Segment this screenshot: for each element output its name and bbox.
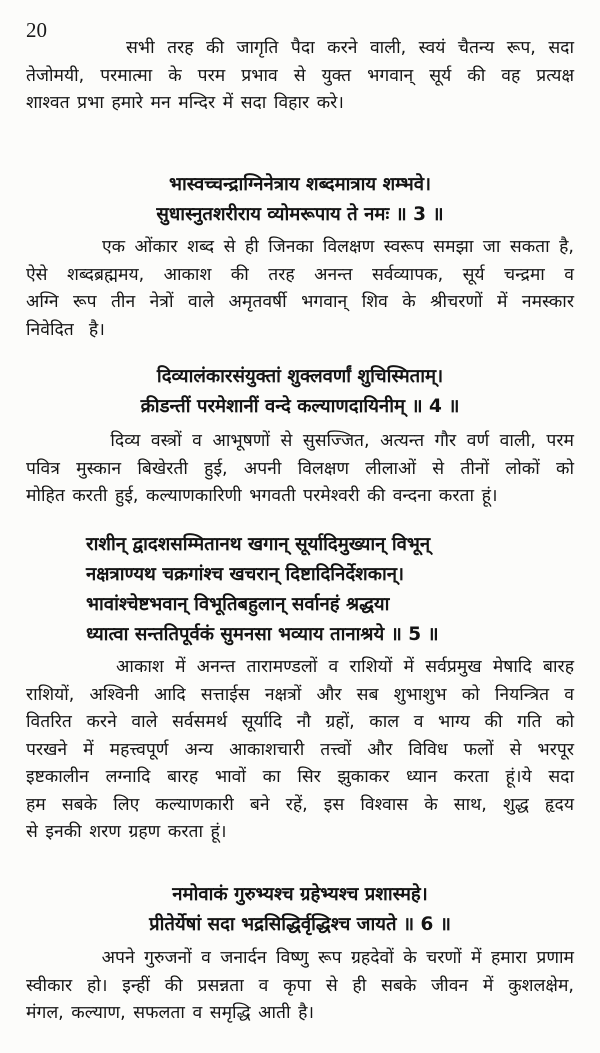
text-line: सभी तरह की जागृति पैदा करने वाली, स्वयं चैतन्य रूप, सदा (26, 38, 574, 58)
text-line: से इनकी शरण ग्रहण करता हूं। (26, 822, 227, 842)
paragraph-1 (26, 35, 574, 118)
text-line: एक ओंकार शब्द से ही जिनका विलक्षण स्वरूप समझा जा सकता है, (26, 237, 574, 257)
text-line: अग्नि रूप तीन नेत्रों वाले अमृतवर्षी भगवान् शिव के श्रीचरणों में नमस्कार (26, 292, 574, 312)
page-number: 20 (26, 18, 47, 42)
text-line: मंगल, कल्याण, सफलता व समृद्धि आती है। (26, 1003, 315, 1023)
verse-6 (0, 880, 600, 940)
text-line: तेजोमयी, परमात्मा के परम प्रभाव से युक्त भगवान् सूर्य की वह प्रत्यक्ष (26, 65, 574, 86)
paragraph-5 (26, 945, 574, 1028)
verse-line: प्रीतेर्येषां सदा भद्रसिद्धिर्वृद्धिश्च जायते ॥ 6 ॥ (149, 914, 451, 935)
text-line: मोहित करती हुई, कल्याणकारिणी भगवती परमेश्वरी की वन्दना करता हूं। (26, 486, 498, 506)
text-line: स्वीकार हो। इन्हीं की प्रसन्नता व कृपा से ही सबके जीवन में कुशलक्षेम, (26, 975, 574, 996)
verse-line: नमोवाकं गुरुभ्यश्च ग्रहेभ्यश्च प्रशास्महे। (172, 884, 428, 905)
verse-line: क्रीडन्तीं परमेशानीं वन्दे कल्याणदायिनीम् ॥ 4 ॥ (140, 396, 460, 417)
text-line: ऐसे शब्दब्रह्ममय, आकाश की तरह अनन्त सर्वव्यापक, सूर्य चन्द्रमा व (26, 264, 574, 285)
text-line: राशियों, अश्विनी आदि सत्ताईस नक्षत्रों और सब शुभाशुभ को नियन्त्रित व (26, 684, 574, 705)
text-line: पवित्र मुस्कान बिखेरती हुई, अपनी विलक्षण लीलाओं से तीनों लोकों को (26, 458, 574, 479)
paragraph-2 (26, 234, 574, 344)
text-line: आकाश में अनन्त तारामण्डलों व राशियों में सर्वप्रमुख मेषादि बारह (26, 657, 574, 677)
text-line: हम सबके लिए कल्याणकारी बने रहें, इस विश्वास के साथ, शुद्ध हृदय (26, 794, 574, 815)
verse-5 (0, 530, 600, 650)
paragraph-3 (26, 428, 574, 511)
verse-line: भावांश्चेष्टभवान् विभूतिबहुलान् सर्वानहं श्रद्धया (86, 594, 390, 615)
text-line: शाश्वत प्रभा हमारे मन मन्दिर में सदा विहार करे। (26, 93, 344, 113)
verse-line: ध्यात्वा सन्ततिपूर्वकं सुमनसा भव्याय तानाश्रये ॥ 5 ॥ (86, 624, 439, 645)
text-line: दिव्य वस्त्रों व आभूषणों से सुसज्जित, अत्यन्त गौर वर्ण वाली, परम (26, 431, 574, 451)
verse-line: नक्षत्राण्यथ चक्रगांश्च खचरान् दिष्टादिनिर्देशकान्। (86, 564, 405, 585)
text-line: परखने में महत्त्वपूर्ण अन्य आकाशचारी तत्त्वों और विविध फलों से भरपूर (26, 739, 574, 760)
verse-line: भास्वच्चन्द्राग्निनेत्राय शब्दमात्राय शम्भवे। (168, 174, 432, 195)
verse-3 (0, 170, 600, 230)
verse-line: दिव्यालंकारसंयुक्तां शुक्लवर्णां शुचिस्मिताम्। (156, 366, 444, 387)
text-line: अपने गुरुजनों व जनार्दन विष्णु रूप ग्रहदेवों के चरणों में हमारा प्रणाम (26, 948, 574, 968)
text-line: इष्टकालीन लग्नादि बारह भावों का सिर झुकाकर ध्यान करता हूं।ये सदा (26, 767, 574, 787)
verse-4 (0, 362, 600, 422)
verse-line: राशीन् द्वादशसम्मितानथ खगान् सूर्यादिमुख्यान् विभून् (86, 534, 431, 555)
text-line: वितरित करने वाले सर्वसमर्थ सूर्यादि नौ ग्रहों, काल व भाग्य की गति को (26, 712, 574, 732)
paragraph-4 (26, 654, 574, 847)
text-line: निवेदित है। (26, 319, 105, 340)
verse-line: सुधास्नुतशरीराय व्योमरूपाय ते नमः ॥ 3 ॥ (156, 204, 444, 225)
